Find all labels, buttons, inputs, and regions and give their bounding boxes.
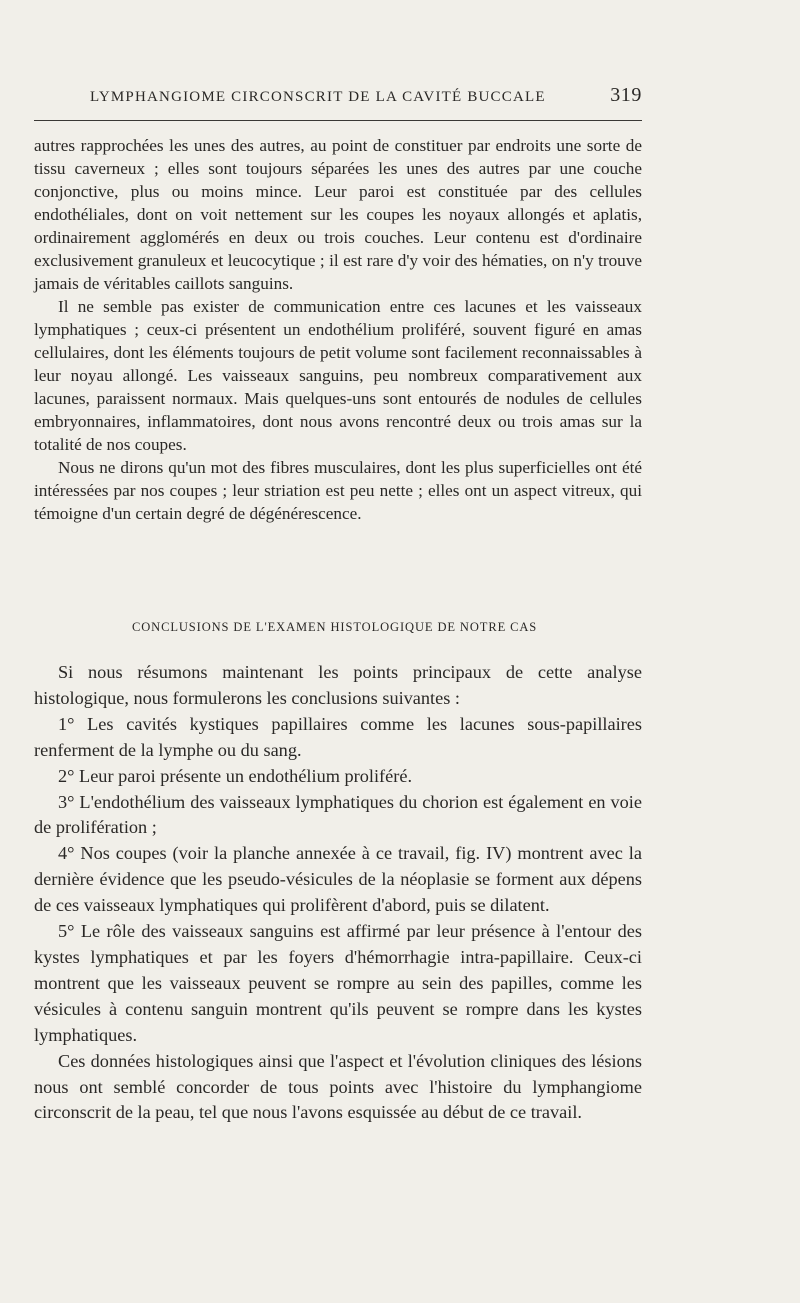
running-title: LYMPHANGIOME CIRCONSCRIT DE LA CAVITÉ BUCCALE <box>90 89 546 105</box>
conclusions-intro: Si nous résumons maintenant les points principaux de cette analyse histologique, nous formulerons les conclusions suivantes : <box>34 662 642 708</box>
conclusion-item: 5° Le rôle des vaisseaux sanguins est affirmé par leur présence à l'entour des kystes lymphatiques et par les foyers d'hémorrhagie intra-papillaire. Ceux-ci montrent que les vaisseaux peuvent se rompre au sein des papilles, comme les vésicules à contenu sanguin montrent qu'ils peuvent se rompre dans les kystes lymphatiques. <box>34 921 642 1045</box>
section-title: CONCLUSIONS DE L'EXAMEN HISTOLOGIQUE DE NOTRE CAS <box>132 620 538 634</box>
paragraph: Il ne semble pas exister de communication entre ces lacunes et les vaisseaux lymphatiques ; ceux-ci présentent un endothélium proliféré, souvent figuré en amas cellulaires, dont les éléments toujours de petit volume sont facilement reconnaissables à leur noyau allongé. Les vaisseaux sanguins, peu nombreux comparativement aux lacunes, paraissent normaux. Mais quelques-uns sont entourés de nodules de cellules embryonnaires, inflammatoires, dont nous avons rencontré deux ou trois amas sur la totalité de nos coupes. <box>34 297 642 454</box>
header-rule <box>34 120 642 121</box>
conclusion-item: 1° Les cavités kystiques papillaires comme les lacunes sous-papillaires renferment de la lymphe ou du sang. <box>34 713 642 760</box>
conclusion-item: 3° L'endothélium des vaisseaux lymphatiques du chorion est également en voie de prolifération ; <box>34 791 642 838</box>
paragraph: Nous ne dirons qu'un mot des fibres musculaires, dont les plus superficielles ont été intéressées par nos coupes ; leur striation est peu nette ; elles ont un aspect vitreux, qui témoigne d'un certain degré de dégénérescence. <box>34 458 642 523</box>
page-number: 319 <box>610 84 642 106</box>
page-header <box>90 84 642 107</box>
paragraph: autres rapprochées les unes des autres, au point de constituer par endroits une sorte de tissu caverneux ; elles sont toujours séparées les unes des autres par une couche conjonctive, plus ou moins mince. Leur paroi est constituée par des cellules endothéliales, dont on voit nettement sur les coupes les noyaux allongés et aplatis, ordinairement agglomérés en deux ou trois couches. Leur contenu est d'ordinaire exclusivement granuleux et leucocytique ; il est rare d'y voir des hématies, on n'y trouve jamais de véritables caillots sanguins. <box>34 136 642 293</box>
conclusions-text <box>34 660 642 1126</box>
body-text <box>34 134 642 525</box>
conclusion-item: 4° Nos coupes (voir la planche annexée à ce travail, fig. IV) montrent avec la dernière évidence que les pseudo-vésicules de la néoplasie se forment aux dépens de ces vaisseaux lymphatiques qui prolifèrent d'abord, puis se dilatent. <box>34 843 642 916</box>
conclusion-item: 2° Leur paroi présente un endothélium proliféré. <box>58 765 413 786</box>
conclusions-closing: Ces données histologiques ainsi que l'aspect et l'évolution cliniques des lésions nous ont semblé concorder de tous points avec l'histoire du lymphangiome circonscrit de la peau, tel que nous l'avons esquissée au début de ce travail. <box>34 1050 642 1123</box>
